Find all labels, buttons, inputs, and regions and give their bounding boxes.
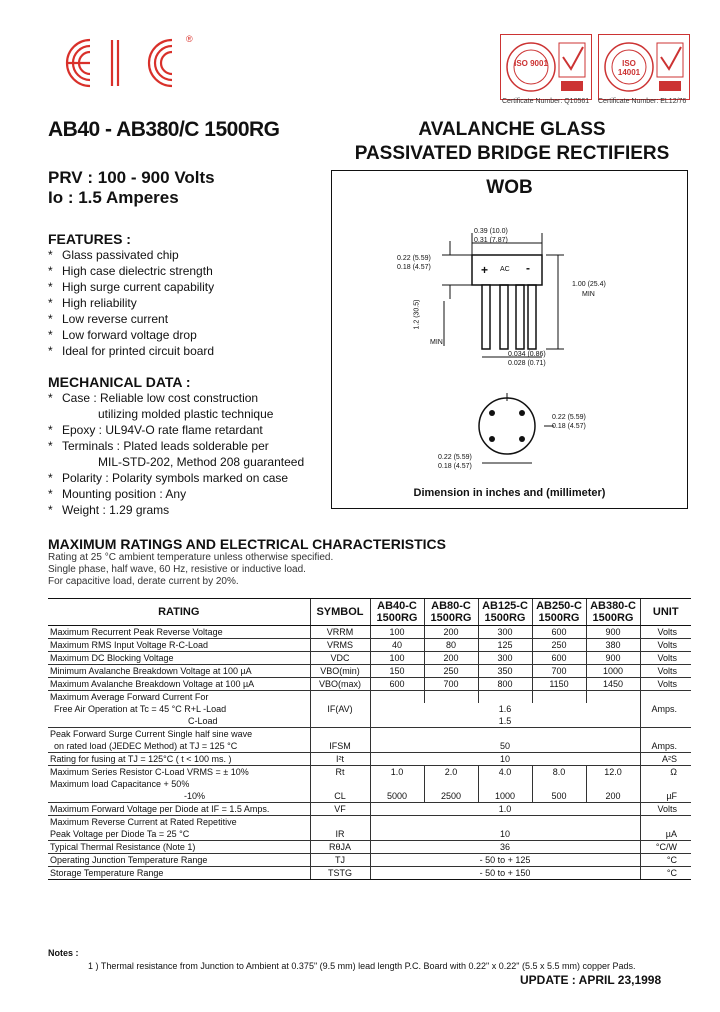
dim-side2: 0.18 (4.57) [552,423,586,430]
table-row: Peak Forward Surge Current Single half sine wave [48,728,691,741]
prv-spec: PRV : 100 - 900 Volts [48,168,215,187]
cert-logo-text: ISO 14001 [617,59,641,77]
table-row: Storage Temperature Range TSTG - 50 to + 150 °C [48,867,691,880]
cert-number-2: Certificate Number: EL12/76 [598,98,687,105]
table-row: Maximum Recurrent Peak Reverse Voltage VRRM 100 200 300 600 900 Volts [48,626,691,639]
dim-lead-min: MIN [582,291,595,298]
table-row: on rated load (JEDEC Method) at TJ = 125 °C IFSM 50 Amps. [48,740,691,753]
table-header-row [48,599,691,626]
dim-bottom2: 0.18 (4.57) [438,463,472,470]
table-row: Minimum Avalanche Breakdown Voltage at 100 µA VBO(min) 150 250 350 700 1000 Volts [48,665,691,678]
mech-item: * Polarity : Polarity symbols marked on case [48,470,328,486]
dim-height1: 0.22 (5.59) [397,255,431,262]
feature-item: * Ideal for printed circuit board [48,343,318,359]
package-name: WOB [486,177,533,198]
note-1: 1 ) Thermal resistance from Junction to Ambient at 0.375" (9.5 mm) lead length P.C. Board with 0.22" x 0.22" (5.5 x 5.5 mm) copper Pads. [88,961,636,971]
table-row: C-Load 1.5 [48,715,691,728]
dimension-caption: Dimension in inches and (millimeter) [413,487,606,499]
ratings-note: For capacitive load, derate current by 20%. [48,576,239,587]
dim-lead-width: 0.034 (0.86) [508,351,546,358]
ratings-note: Single phase, half wave, 60 Hz, resistive or inductive load. [48,564,306,575]
header-col: AB125-C 1500RG [478,599,532,626]
table-row: -10% CL 5000 2500 1000 500 200 µF [48,790,691,803]
dim-vertical-min: MIN [430,339,443,346]
table-row: Maximum load Capacitance + 50% [48,778,691,790]
feature-item: * Low reverse current [48,311,318,327]
table-row: Operating Junction Temperature Range TJ - 50 to + 125 °C [48,854,691,867]
cert-logo-text: ISO 9001 [514,59,548,68]
ratings-note: Rating at 25 °C ambient temperature unless otherwise specified. [48,552,334,563]
features-heading: FEATURES : [48,231,131,247]
header-col: AB250-C 1500RG [532,599,586,626]
dim-lead-width2: 0.028 (0.71) [508,360,546,367]
features-section [48,231,318,359]
update-date: UPDATE : APRIL 23,1998 [520,973,662,987]
key-specs [48,168,215,208]
dim-side: 0.22 (5.59) [552,414,586,421]
part-number-title: AB40 - AB380/C 1500RG [48,118,280,141]
eic-logo [60,30,195,96]
iso14001-cert [598,34,690,100]
table-row: Maximum DC Blocking Voltage VDC 100 200 300 600 900 Volts [48,652,691,665]
dim-width: 0.39 (10.0) [474,228,508,235]
table-row: Peak Voltage per Diode Ta = 25 °C IR 10 µA [48,828,691,841]
table-row: Maximum Average Forward Current For [48,691,691,704]
header-col: AB380-C 1500RG [586,599,640,626]
ratings-table [48,598,691,880]
header-rating: RATING [48,599,310,626]
table-row: Free Air Operation at Tc = 45 °C R+L -Load IF(AV) 1.6 Amps. [48,703,691,715]
dim-bottom: 0.22 (5.59) [438,454,472,461]
feature-item: * Low forward voltage drop [48,327,318,343]
table-row: Maximum Series Resistor C-Load VRMS = ± 10% Rt 1.0 2.0 4.0 8.0 12.0 Ω [48,766,691,779]
package-drawing [332,171,687,508]
mech-item: * Epoxy : UL94V-O rate flame retardant [48,422,328,438]
mech-item: * Weight : 1.29 grams [48,502,328,518]
desc-line-2: PASSIVATED BRIDGE RECTIFIERS [354,143,670,164]
dim-height2: 0.18 (4.57) [397,264,431,271]
dim-lead-length: 1.00 (25.4) [572,281,606,288]
minus-symbol: - [526,261,530,275]
mechanical-heading: MECHANICAL DATA : [48,374,191,390]
ratings-subtext [48,552,333,588]
ac-symbol: AC [500,266,510,273]
table-row: Rating for fusing at TJ = 125°C ( t < 100 ms. ) I²t 10 A²S [48,753,691,766]
table-row: Typical Thermal Resistance (Note 1) RθJA 36 °C/W [48,841,691,854]
notes-label: Notes : [48,948,79,958]
table-row: Maximum Forward Voltage per Diode at IF = 1.5 Amps. VF 1.0 Volts [48,803,691,816]
io-spec: Io : 1.5 Amperes [48,188,179,207]
registered-icon: ® [186,34,193,44]
header-symbol: SYMBOL [310,599,370,626]
mech-item: * Terminals : Plated leads solderable per [48,438,328,454]
header-col: AB40-C 1500RG [370,599,424,626]
desc-line-1: AVALANCHE GLASS [418,119,606,140]
feature-item: * Glass passivated chip [48,247,318,263]
mech-item: * Case : Reliable low cost construction [48,390,328,406]
mech-item-cont: utilizing molded plastic technique [98,407,274,421]
mech-item: * Mounting position : Any [48,486,328,502]
package-outline-box [331,170,688,509]
header-unit: UNIT [640,599,691,626]
dim-width2: 0.31 (7.87) [474,237,508,244]
cert-number-1: Certificate Number: Q10561 [502,98,590,105]
mech-item-cont: MIL-STD-202, Method 208 guaranteed [98,455,305,469]
feature-item: * High reliability [48,295,318,311]
table-row: Maximum RMS Input Voltage R-C-Load VRMS 40 80 125 250 380 Volts [48,639,691,652]
iso9001-cert [500,34,592,100]
dim-vertical: 1.2 (30.5) [413,299,421,330]
feature-item: * High case dielectric strength [48,263,318,279]
mechanical-section [48,374,328,518]
table-row: Maximum Avalanche Breakdown Voltage at 100 µA VBO(max) 600 700 800 1150 1450 Volts [48,678,691,691]
table-row: Maximum Reverse Current at Rated Repetitive [48,816,691,829]
ratings-heading: MAXIMUM RATINGS AND ELECTRICAL CHARACTERISTICS [48,536,446,552]
product-description [332,118,692,166]
plus-symbol: + [481,263,489,277]
header-col: AB80-C 1500RG [424,599,478,626]
feature-item: * High surge current capability [48,279,318,295]
